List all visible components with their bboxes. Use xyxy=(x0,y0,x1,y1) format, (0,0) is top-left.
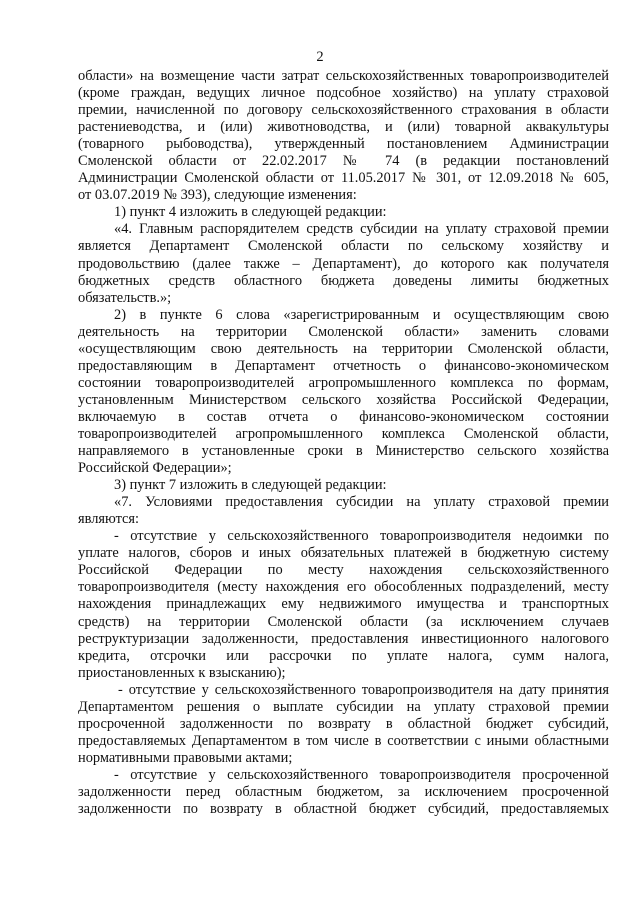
text-line: от 03.07.2019 № 393), следующие изменения: xyxy=(78,187,357,204)
text-line: Администрации Смоленской области от 11.05.2017 № 301, от 12.09.2018 № 605, xyxy=(78,170,609,187)
text-line: (товарного рыбоводства), утвержденный постановлением Администрации xyxy=(78,136,609,153)
text-line: нормативными правовыми актами; xyxy=(78,749,293,766)
text-line: Смоленской области от 22.02.2017 № 74 (в редакции постановлений xyxy=(78,153,609,170)
text-line: Российской Федерации»; xyxy=(78,460,232,477)
text-line: приостановленных к взысканию); xyxy=(78,664,286,681)
text-line: установленным Министерством сельского хозяйства Российской Федерации, xyxy=(78,391,609,408)
text-line: направляемого в установленные сроки в Министерство сельского хозяйства xyxy=(78,443,609,460)
text-line: растениеводства, и (или) животноводства, и (или) товарной аквакультуры xyxy=(78,119,609,136)
page-number: 2 xyxy=(316,49,324,65)
text-line: товаропроизводителя (месту нахождения его обособленных подразделений, месту xyxy=(78,579,609,596)
text-line: продовольствию (далее также – Департамент), до которого как получателя xyxy=(78,255,609,272)
text-line: просроченной задолженности по возврату в областной бюджет субсидий, xyxy=(78,715,609,732)
text-line: - отсутствие у сельскохозяйственного товаропроизводителя на дату принятия xyxy=(118,681,609,698)
text-line: «4. Главным распорядителем средств субсидии на уплату страховой премии xyxy=(114,221,609,238)
text-line: Департаментом решения о выплате субсидии на уплату страховой премии xyxy=(78,698,609,715)
text-line: деятельность на территории Смоленской области» заменить словами xyxy=(78,323,609,340)
text-line: является Департамент Смоленской области по сельскому хозяйству и xyxy=(78,238,609,255)
text-line: 2) в пункте 6 слова «зарегистрированным и осуществляющим свою xyxy=(114,306,609,323)
document-text xyxy=(78,68,609,818)
text-line: 3) пункт 7 изложить в следующей редакции: xyxy=(114,477,387,494)
text-line: бюджетных средств областного бюджета доведены лимиты бюджетных xyxy=(78,272,609,289)
text-line: предоставляемых Департаментом в том числе в соответствии с иными областными xyxy=(78,732,609,749)
text-line: задолженности перед областным бюджетом, за исключением просроченной xyxy=(78,783,609,800)
text-line: товаропроизводителей агропромышленного комплекса Смоленской области, xyxy=(78,425,609,442)
text-line: «осуществляющим свою деятельность на территории Смоленской области, xyxy=(78,340,609,357)
text-line: области» на возмещение части затрат сельскохозяйственных товаропроизводителей xyxy=(78,68,609,84)
text-line: задолженности по возврату в областной бюджет субсидий, предоставляемых xyxy=(78,801,609,818)
text-line: - отсутствие у сельскохозяйственного товаропроизводителя просроченной xyxy=(114,766,609,783)
text-line: нахождения принадлежащих ему недвижимого имущества и транспортных xyxy=(78,596,609,613)
text-line: - отсутствие у сельскохозяйственного товаропроизводителя недоимки по xyxy=(114,528,609,545)
text-line: премии, начисленной по договору сельскохозяйственного страхования в области xyxy=(78,102,609,119)
text-line: являются: xyxy=(78,511,140,528)
text-line: (кроме граждан, ведущих личное подсобное хозяйство) на уплату страховой xyxy=(78,85,609,102)
text-line: «7. Условиями предоставления субсидии на уплату страховой премии xyxy=(114,494,609,511)
text-line: средств) на территории Смоленской области (за исключением случаев xyxy=(78,613,609,630)
text-line: реструктуризации задолженности, предоставления инвестиционного налогового xyxy=(78,630,609,647)
text-line: предоставляющим в Департамент отчетность о финансово-экономическом xyxy=(78,357,609,374)
text-line: обязательств.»; xyxy=(78,289,172,306)
text-line: состоянии товаропроизводителей агропромышленного комплекса по формам, xyxy=(78,374,609,391)
text-line: 1) пункт 4 изложить в следующей редакции: xyxy=(114,204,387,221)
text-line: уплате налогов, сборов и иных обязательных платежей в бюджетную систему xyxy=(78,545,609,562)
text-line: кредита, отсрочки или рассрочки по уплате налога, сумм налога, xyxy=(78,647,609,664)
text-line: включаемую в состав отчета о финансово-экономическом состоянии xyxy=(78,408,609,425)
text-line: Российской Федерации по месту нахождения сельскохозяйственного xyxy=(78,562,609,579)
